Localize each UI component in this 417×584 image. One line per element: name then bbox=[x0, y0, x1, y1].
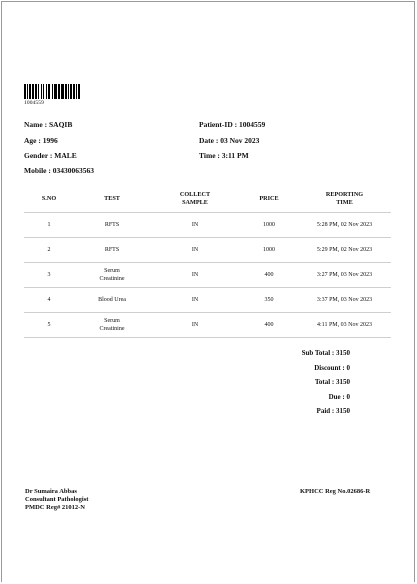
barcode-bar bbox=[68, 84, 69, 99]
barcode-bar bbox=[35, 84, 37, 99]
barcode-bar bbox=[78, 84, 80, 99]
barcode-bar bbox=[73, 84, 75, 99]
table-row bbox=[24, 313, 391, 338]
patient-id: 1004559 bbox=[239, 120, 266, 129]
barcode-bar bbox=[76, 84, 77, 99]
cell-test: RFTS bbox=[74, 213, 150, 238]
patient-gender-line bbox=[24, 151, 77, 160]
cell-test: Serum Creatinine bbox=[74, 313, 150, 338]
barcode-bar bbox=[52, 84, 53, 99]
kphcc-reg: KPHCC Reg No.02686-R bbox=[300, 488, 371, 495]
patient-name: SAQIB bbox=[49, 120, 73, 129]
doctor-title: Consultant Pathologist bbox=[25, 496, 89, 503]
due: Due : 0 bbox=[328, 392, 350, 401]
cell-sno: 2 bbox=[24, 238, 74, 263]
patient-mobile: 03430063563 bbox=[52, 166, 94, 175]
cell-collect: IN bbox=[150, 263, 240, 288]
cell-reporting: 3:27 PM, 03 Nov 2023 bbox=[298, 263, 391, 288]
totals-block bbox=[230, 346, 350, 419]
cell-test: RFTS bbox=[74, 238, 150, 263]
barcode-bar bbox=[46, 84, 47, 99]
visit-time-label: Time : bbox=[199, 151, 222, 160]
header-sno: S.NO bbox=[24, 186, 74, 213]
barcode-bar bbox=[70, 84, 72, 99]
visit-time-line bbox=[199, 151, 249, 160]
cell-collect: IN bbox=[150, 213, 240, 238]
barcode-bar bbox=[65, 84, 67, 99]
barcode-bar bbox=[27, 84, 28, 99]
barcode-bar bbox=[29, 84, 31, 99]
header-collect-sample: COLLECT SAMPLE bbox=[150, 186, 240, 213]
barcode-bar bbox=[61, 84, 64, 99]
tests-table bbox=[24, 186, 391, 338]
patient-age: 1996 bbox=[42, 136, 58, 145]
cell-collect: IN bbox=[150, 288, 240, 313]
doctor-name: Dr Sumaira Abbas bbox=[25, 488, 77, 495]
header-test: TEST bbox=[74, 186, 150, 213]
patient-gender-label: Gender : bbox=[24, 151, 55, 160]
patient-id-label: Patient-ID : bbox=[199, 120, 239, 129]
cell-sno: 5 bbox=[24, 313, 74, 338]
barcode-bar bbox=[41, 84, 42, 99]
barcode-bar bbox=[32, 84, 34, 99]
patient-age-line bbox=[24, 136, 58, 145]
cell-reporting: 3:37 PM, 03 Nov 2023 bbox=[298, 288, 391, 313]
cell-reporting: 5:29 PM, 02 Nov 2023 bbox=[298, 238, 391, 263]
cell-collect: IN bbox=[150, 313, 240, 338]
patient-gender: MALE bbox=[54, 151, 77, 160]
barcode-bar bbox=[38, 84, 39, 99]
barcode bbox=[24, 84, 80, 99]
cell-reporting: 4:11 PM, 03 Nov 2023 bbox=[298, 313, 391, 338]
doctor-reg: PMDC Reg# 21012-N bbox=[25, 504, 85, 511]
table-row bbox=[24, 213, 391, 238]
patient-mobile-label: Mobile : bbox=[24, 166, 53, 175]
paid: Paid : 3150 bbox=[316, 407, 350, 415]
total: Total : 3150 bbox=[314, 378, 350, 386]
cell-sno: 4 bbox=[24, 288, 74, 313]
table-row bbox=[24, 238, 391, 263]
cell-test: Blood Urea bbox=[74, 288, 150, 313]
table-header-row bbox=[24, 186, 391, 213]
visit-date-label: Date : bbox=[199, 136, 221, 145]
visit-date: 03 Nov 2023 bbox=[220, 136, 260, 145]
cell-sno: 1 bbox=[24, 213, 74, 238]
cell-collect: IN bbox=[150, 238, 240, 263]
patient-id-line bbox=[199, 120, 265, 129]
barcode-bar bbox=[24, 84, 26, 99]
table-row bbox=[24, 288, 391, 313]
barcode-bar bbox=[48, 84, 50, 99]
barcode-number: 1004559 bbox=[24, 100, 44, 106]
barcode-bar bbox=[54, 84, 57, 99]
cell-reporting: 5:28 PM, 02 Nov 2023 bbox=[298, 213, 391, 238]
barcode-bar bbox=[43, 84, 44, 99]
visit-date-line bbox=[199, 136, 259, 145]
patient-name-label: Name : bbox=[24, 120, 49, 129]
cell-price: 350 bbox=[240, 288, 298, 313]
header-price: PRICE bbox=[240, 186, 298, 213]
cell-price: 1000 bbox=[240, 238, 298, 263]
doctor-signature-block bbox=[25, 488, 88, 512]
patient-age-label: Age : bbox=[24, 136, 43, 145]
patient-name-line bbox=[24, 120, 72, 129]
visit-time: 3:11 PM bbox=[221, 151, 249, 160]
barcode-block bbox=[24, 84, 80, 106]
cell-price: 400 bbox=[240, 263, 298, 288]
discount: Discount : 0 bbox=[314, 363, 350, 372]
cell-test: Serum Creatinine bbox=[74, 263, 150, 288]
patient-mobile-line bbox=[24, 166, 94, 175]
subtotal: Sub Total : 3150 bbox=[301, 349, 350, 357]
cell-price: 1000 bbox=[240, 213, 298, 238]
cell-sno: 3 bbox=[24, 263, 74, 288]
cell-price: 400 bbox=[240, 313, 298, 338]
header-reporting-time: REPORTING TIME bbox=[298, 186, 391, 213]
table-row bbox=[24, 263, 391, 288]
barcode-bar bbox=[58, 84, 60, 99]
